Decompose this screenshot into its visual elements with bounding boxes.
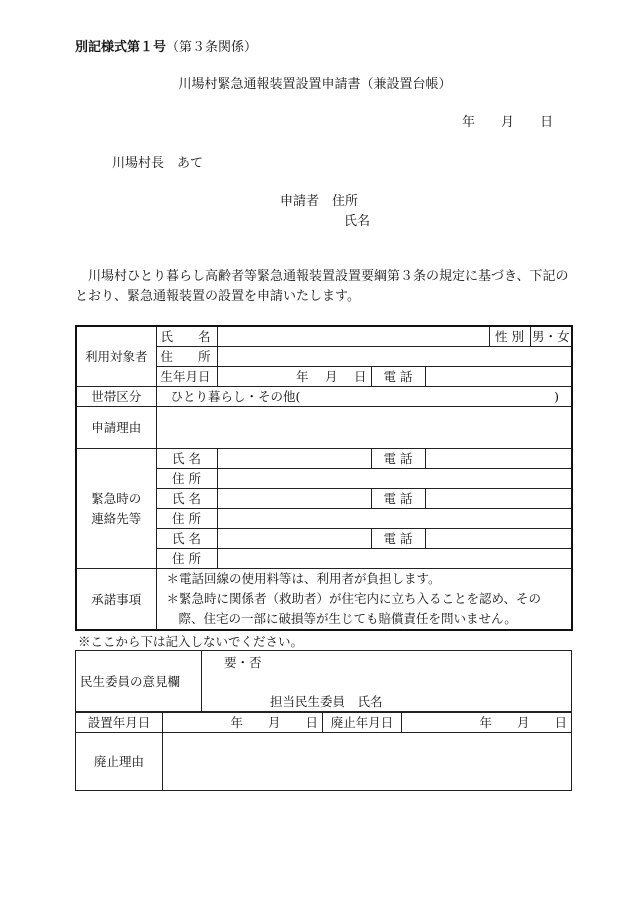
contact2-address-label: 住 所 [156,509,217,529]
contact1-name-field[interactable] [217,449,371,469]
abolish-reason-label: 廃止理由 [76,733,163,791]
contact1-phone-field[interactable] [425,449,572,469]
consent-label: 承諾事項 [76,569,156,631]
opinion-field[interactable] [202,651,572,712]
opinion-label: 民生委員の意見欄 [76,651,202,712]
birth-label: 生年月日 [156,367,217,387]
opinion-signer: 担当民生委員 氏名 [270,694,383,709]
sex-label: 性 別 [490,327,531,346]
contact3-phone-label: 電 話 [371,529,425,549]
contact1-phone-label: 電 話 [371,449,425,469]
emergency-contact-label: 緊急時の 連絡先等 [76,449,156,569]
address-field[interactable] [217,347,572,367]
application-table [75,325,573,631]
household-label: 世帯区分 [76,387,156,407]
reason-label: 申請理由 [76,407,156,449]
contact1-name-label: 氏 名 [156,449,217,469]
contact1-address-field[interactable] [217,469,572,489]
abolish-reason-field[interactable] [163,733,572,791]
birth-field[interactable]: 年 月 日 [217,367,371,387]
user-label: 利用対象者 [76,326,156,387]
name-label: 氏 名 [156,326,217,347]
install-date-field[interactable]: 年 月 日 [163,713,323,733]
contact3-address-field[interactable] [217,549,572,569]
installation-table [75,712,572,791]
abolish-date-label: 廃止年月日 [323,713,402,733]
contact3-name-label: 氏 名 [156,529,217,549]
application-date: 年 月 日 [462,115,554,130]
document-title: 川場村緊急通報装置設置申請書（兼設置台帳） [178,77,452,92]
reason-field[interactable] [156,407,572,449]
consent-text: ＊電話回線の使用料等は、利用者が負担します。 ＊緊急時に関係者（救助者）が住宅内に立ち入ることを認め、その 際、住宅の一部に破損等が生じても賠償責任を問いません。 [156,569,572,631]
office-use-note: ※ここから下は記入しないでください。 [78,634,304,649]
form-number: 別記様式第１号（第３条関係） [75,40,258,55]
contact2-phone-field[interactable] [425,489,572,509]
contact2-phone-label: 電 話 [371,489,425,509]
address-label: 住 所 [156,347,217,367]
contact2-name-field[interactable] [217,489,371,509]
welfare-opinion-table [75,650,572,712]
contact3-name-field[interactable] [217,529,371,549]
applicant-address-line: 申請者 住所 [280,194,359,209]
sex-choice[interactable]: 男・女 [531,329,570,344]
install-date-label: 設置年月日 [76,713,163,733]
contact3-phone-field[interactable] [425,529,572,549]
household-field[interactable]: ひとり暮らし・その他( ) [156,387,572,407]
phone-label: 電 話 [371,367,425,387]
application-statement: 川場村ひとり暮らし高齢者等緊急通報装置設置要綱第３条の規定に基づき、下記のとおり、緊急通報装置の設置を申請いたします。 [75,269,569,304]
abolish-date-field[interactable]: 年 月 日 [402,713,572,733]
addressee: 川場村長 あて [112,156,204,171]
name-field[interactable] [217,326,489,347]
contact3-address-label: 住 所 [156,549,217,569]
phone-field[interactable] [425,367,572,387]
applicant-name-line: 氏名 [344,214,371,229]
contact2-name-label: 氏 名 [156,489,217,509]
contact2-address-field[interactable] [217,509,572,529]
opinion-choice[interactable]: 要・否 [224,655,262,670]
contact1-address-label: 住 所 [156,469,217,489]
